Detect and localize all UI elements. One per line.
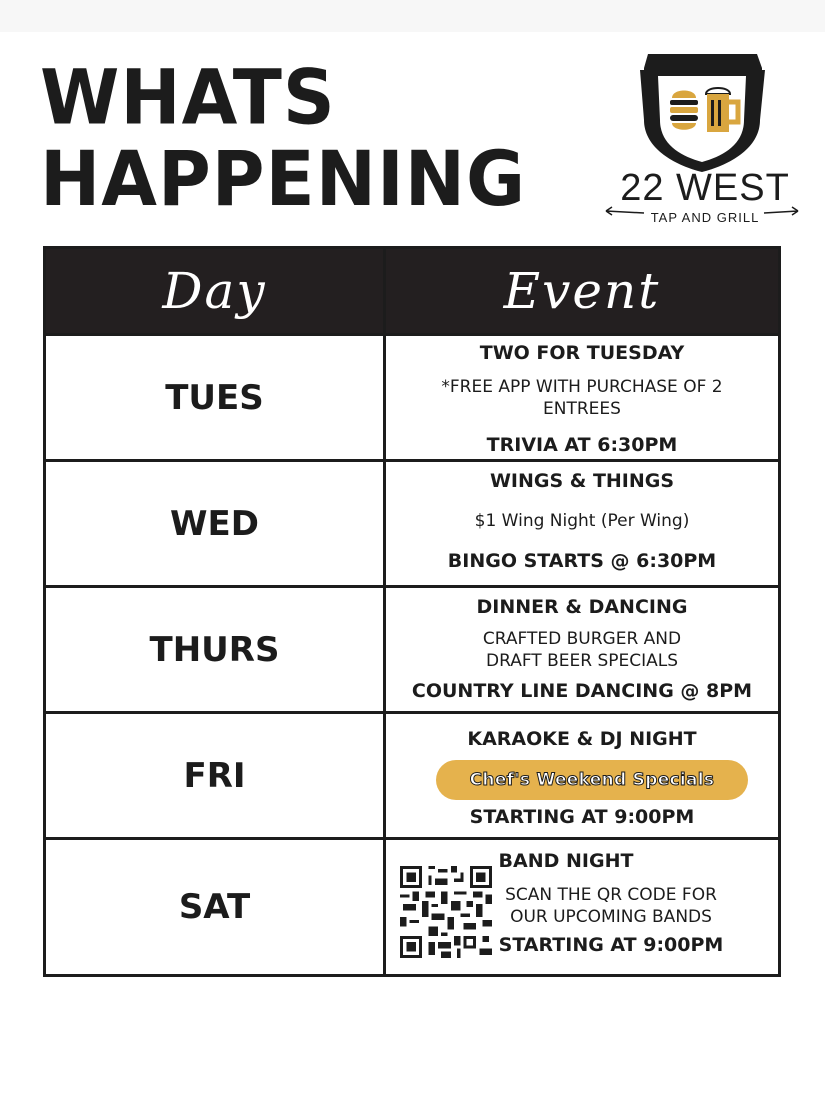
column-divider — [383, 249, 386, 974]
event-detail: $1 Wing Night (Per Wing) — [474, 511, 690, 531]
event-title: WINGS & THINGS — [489, 470, 675, 492]
event-detail: SCAN THE QR CODE FOR — [505, 885, 717, 905]
day-cell: WED — [170, 503, 259, 544]
event-time: BINGO STARTS @ 6:30PM — [447, 550, 717, 572]
title-line-2: HAPPENING — [40, 134, 527, 224]
event-detail: *FREE APP WITH PURCHASE OF 2 — [441, 377, 723, 397]
top-strip — [0, 0, 825, 32]
logo-subtitle: TAP AND GRILL — [650, 210, 760, 225]
table-header — [46, 249, 778, 333]
day-cell: SAT — [178, 887, 251, 927]
logo-name: 22 WEST — [620, 167, 790, 209]
header-day: Day — [162, 262, 267, 320]
weekend-specials-badge: Chef's Weekend Specials — [436, 760, 748, 800]
event-detail: DRAFT BEER SPECIALS — [485, 651, 679, 671]
table-row — [46, 711, 778, 837]
day-cell: TUES — [165, 377, 264, 418]
event-cell — [386, 840, 778, 974]
title-line-1: WHATS — [40, 52, 336, 142]
header-event: Event — [503, 262, 661, 320]
event-detail: OUR UPCOMING BANDS — [510, 907, 712, 927]
day-cell: FRI — [183, 755, 246, 796]
table-row — [46, 585, 778, 711]
event-detail: ENTREES — [543, 399, 621, 419]
event-title: TWO FOR TUESDAY — [479, 342, 685, 364]
table-row — [46, 459, 778, 585]
event-title: KARAOKE & DJ NIGHT — [467, 728, 697, 750]
day-cell: THURS — [149, 629, 280, 670]
event-cell — [386, 588, 778, 711]
events-table — [43, 246, 781, 977]
event-time: STARTING AT 9:00PM — [469, 806, 695, 828]
table-row — [46, 837, 778, 974]
event-time: TRIVIA AT 6:30PM — [486, 434, 678, 456]
event-cell — [386, 714, 778, 837]
event-cell — [386, 336, 778, 459]
event-title: DINNER & DANCING — [476, 596, 688, 618]
event-title: BAND NIGHT — [498, 850, 634, 872]
event-detail: CRAFTED BURGER AND — [482, 629, 682, 649]
burger-icon — [670, 91, 698, 130]
page-title — [40, 52, 527, 224]
event-cell — [386, 462, 778, 585]
event-time: COUNTRY LINE DANCING @ 8PM — [411, 680, 753, 702]
event-time: STARTING AT 9:00PM — [498, 934, 724, 956]
table-row — [46, 333, 778, 459]
